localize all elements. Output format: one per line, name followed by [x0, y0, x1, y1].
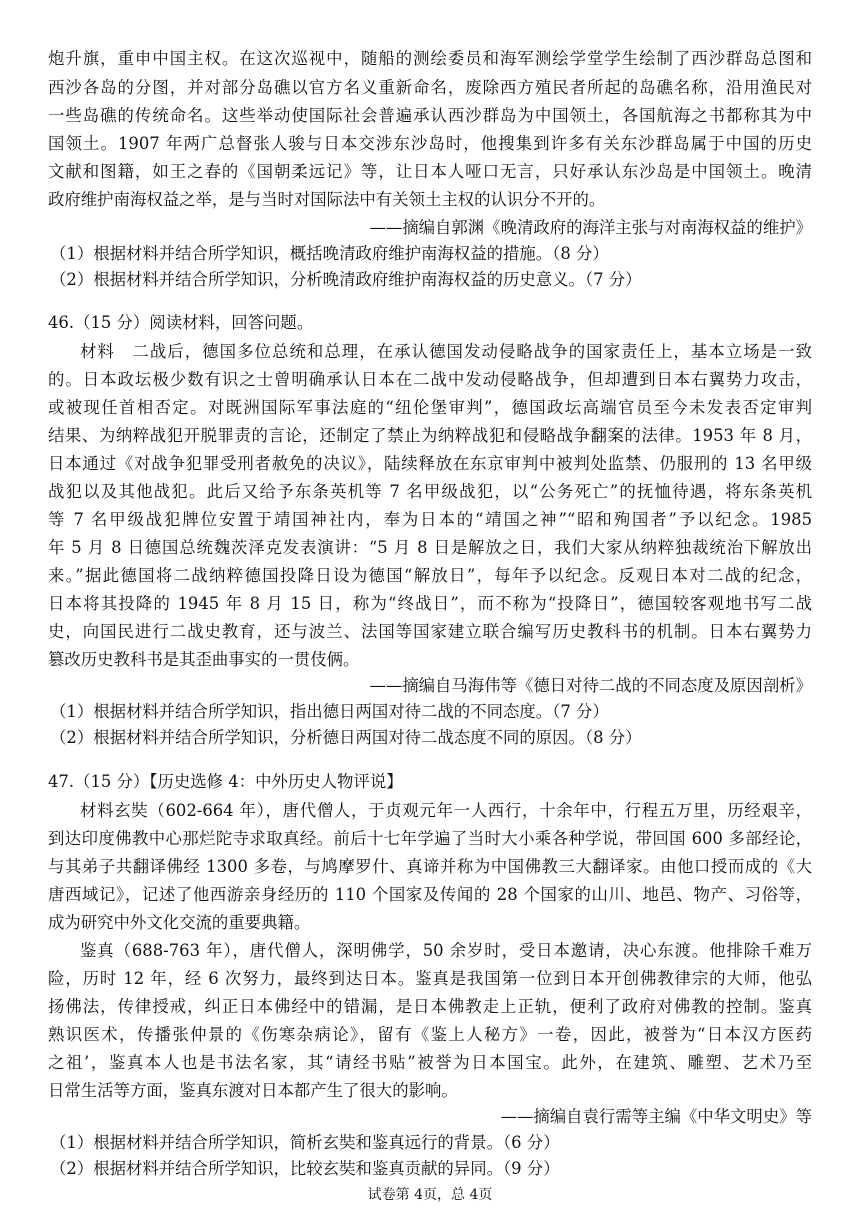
q46-heading: 46.（15 分）阅读材料，回答问题。: [48, 313, 314, 332]
q45-text-line: 国领土。1907 年两广总督张人骏与日本交涉东沙岛时，他搜集到许多有关东沙群岛属于中国的历史: [48, 134, 812, 153]
q46-material-line: 的。日本政坛极少数有识之士曾明确承认日本在二战中发动侵略战争，但却遭到日本右翼势力攻击，: [48, 370, 812, 389]
q46-question-1: （1）根据材料并结合所学知识，指出德日两国对待二战的不同态度。（7 分）: [50, 702, 609, 721]
q47-heading: 47.（15 分）【历史选修 4：中外历史人物评说】: [48, 772, 403, 791]
q46-material-line: 日本通过《对战争犯罪受刑者赦免的决议》，陆续释放在东京审判中被判处监禁、仍服刑的 13 名甲级: [48, 454, 812, 473]
q47-material-line: 日常生活等方面，鉴真东渡对日本都产生了很大的影响。: [48, 1081, 458, 1100]
q47-question-2: （2）根据材料并结合所学知识，比较玄奘和鉴真贡献的异同。（9 分）: [50, 1159, 560, 1178]
q47-material-line: 材料玄奘（602-664 年），唐代僧人，于贞观元年一人西行，十余年中，行程五万里，历经艰辛，: [80, 801, 812, 820]
q45-text-line: 一些岛礁的传统命名。这些举动使国际社会普遍承认西沙群岛为中国领土，各国航海之书都称其为中: [48, 106, 812, 125]
q45-question-1: （1）根据材料并结合所学知识，概括晚清政府维护南海权益的措施。（8 分）: [50, 244, 609, 263]
q45-source: ——摘编自郭渊《晚清政府的海洋主张与对南海权益的维护》: [369, 218, 812, 237]
q45-text-line: 政府维护南海权益之举，是与当时对国际法中有关领土主权的认识分不开的。: [48, 190, 606, 209]
q46-source: ——摘编自马海伟等《德日对待二战的不同态度及原因剖析》: [369, 676, 812, 695]
q46-material-line: 结果、为纳粹战犯开脱罪责的言论，还制定了禁止为纳粹战犯和侵略战争翻案的法律。1953 年 8 月，: [48, 426, 812, 445]
q47-material-line: 鉴真（688-763 年），唐代僧人，深明佛学，50 余岁时，受日本邀请，决心东渡。他排除千难万: [80, 941, 812, 960]
q46-material-line: 来。”据此德国将二战纳粹德国投降日设为德国“解放日”，每年予以纪念。反观日本对二战的纪念，: [48, 566, 812, 585]
q46-material-line: 战犯以及其他战犯。此后又给予东条英机等 7 名甲级战犯，以“公务死亡”的抚恤待遇，将东条英机: [48, 482, 812, 501]
q47-material-line: 之祖’，鉴真本人也是书法名家，其“请经书贴”被誉为日本国宝。此外，在建筑、雕塑、艺术乃至: [48, 1053, 812, 1072]
q47-material-line: 成为研究中外文化交流的重要典籍。: [48, 913, 311, 932]
q46-material-line: 或被现任首相否定。对既洲国际军事法庭的“纽伦堡审判”，德国政坛高端官员至今未发表否定审判: [48, 398, 812, 417]
q46-question-2: （2）根据材料并结合所学知识，分析德日两国对待二战态度不同的原因。（8 分）: [50, 728, 642, 747]
q46-material-line: 年 5 月 8 日德国总统魏茨泽克发表演讲：“5 月 8 日是解放之日，我们大家从纳粹独裁统治下解放出: [48, 538, 812, 557]
q47-material-line: 扬佛法，传律授戒，纠正日本佛经中的错漏，是日本佛教走上正轨，便利了政府对佛教的控制。鉴真: [48, 997, 812, 1016]
q47-source: ——摘编自袁行需等主编《中华文明史》等: [500, 1107, 812, 1126]
q47-material-line: 到达印度佛教中心那烂陀寺求取真经。前后十七年学遍了当时大小乘各种学说，带回国 600 多部经论，: [48, 829, 812, 848]
q47-material-line: 唐西域记》，记述了他西游亲身经历的 110 个国家及传闻的 28 个国家的山川、地邑、物产、习俗等，: [48, 885, 812, 904]
q45-text-line: 西沙各岛的分图，并对部分岛礁以官方名义重新命名，废除西方殖民者所起的岛礁名称，沿用渔民对: [48, 78, 812, 97]
q45-question-2: （2）根据材料并结合所学知识，分析晚清政府维护南海权益的历史意义。（7 分）: [50, 270, 642, 289]
q47-material-line: 险，历时 12 年，经 6 次努力，最终到达日本。鉴真是我国第一位到日本开创佛教律宗的大师，他弘: [48, 969, 812, 988]
q46-material-line: 材料 二战后，德国多位总统和总理，在承认德国发动侵略战争的国家责任上，基本立场是一致: [80, 342, 812, 361]
q46-material-line: 篡改历史教科书是其歪曲事实的一贯伎俩。: [48, 650, 360, 669]
page-footer: 试卷第 4页，总 4页: [367, 1187, 493, 1203]
q46-material-line: 日本将其投降的 1945 年 8 月 15 日，称为“终战日”，而不称为“投降日”，德国较客观地书写二战: [48, 594, 812, 613]
q45-text-line: 文献和图籍，如王之春的《国朝柔远记》等，让日本人哑口无言，只好承认东沙岛是中国领土。晚清: [48, 162, 812, 181]
q46-material-line: 等 7 名甲级战犯牌位安置于靖国神社内，奉为日本的“靖国之神”“昭和殉国者”予以纪念。1985: [48, 510, 812, 529]
q46-material-line: 史，向国民进行二战史教育，还与波兰、法国等国家建立联合编写历史教科书的机制。日本右翼势力: [48, 622, 812, 641]
q47-question-1: （1）根据材料并结合所学知识，简析玄奘和鉴真远行的背景。（6 分）: [50, 1133, 560, 1152]
q47-material-line: 与其弟子共翻译佛经 1300 多卷，与鸠摩罗什、真谛并称为中国佛教三大翻译家。由他口授而成的《大: [48, 857, 812, 876]
q45-text-line: 炮升旗，重申中国主权。在这次巡视中，随船的测绘委员和海军测绘学堂学生绘制了西沙群岛总图和: [48, 49, 812, 68]
q47-material-line: 熟识医术，传播张仲景的《伤寒杂病论》，留有《鉴上人秘方》一卷，因此，被誉为“日本汉方医药: [48, 1025, 812, 1044]
